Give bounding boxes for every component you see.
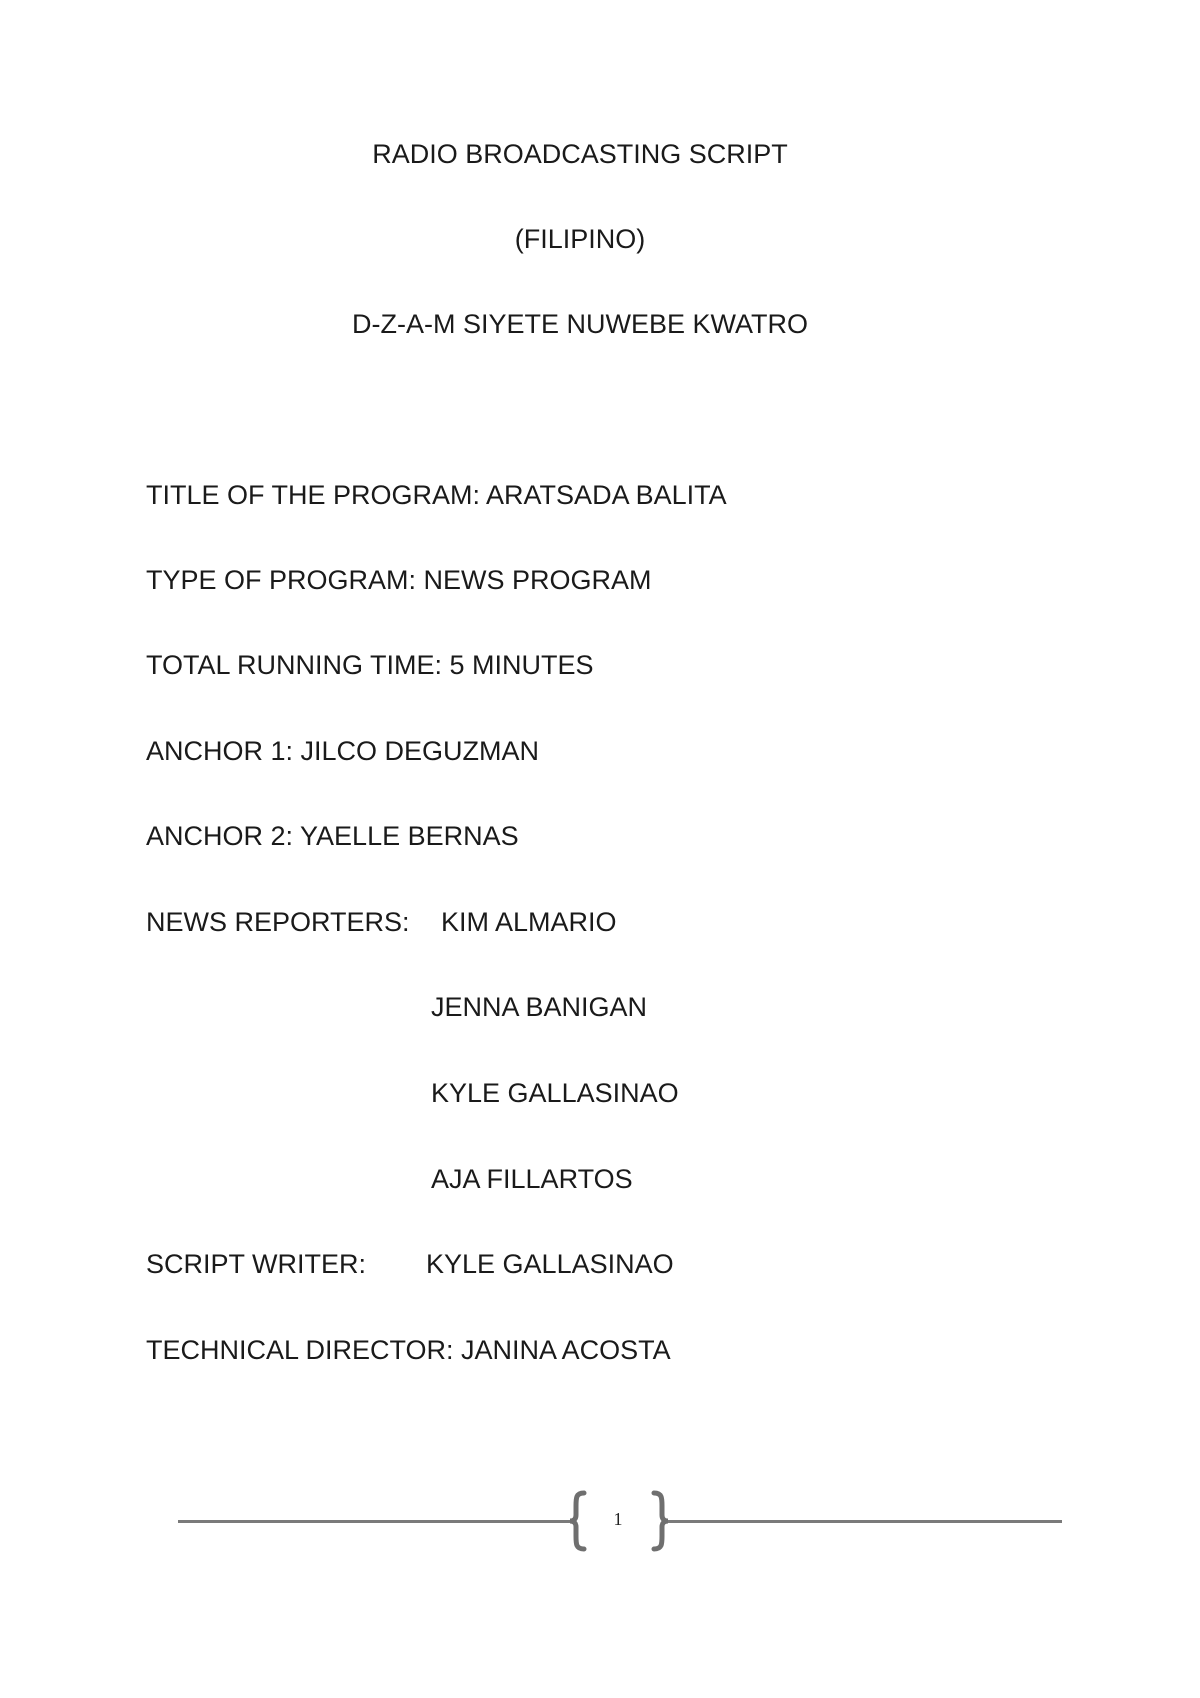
- anchor-2-line: ANCHOR 2: YAELLE BERNAS: [146, 821, 519, 851]
- script-title: RADIO BROADCASTING SCRIPT: [372, 139, 788, 169]
- technical-director-line: TECHNICAL DIRECTOR: JANINA ACOSTA: [146, 1335, 671, 1365]
- news-reporter-item: KIM ALMARIO: [441, 907, 617, 937]
- program-title-line: TITLE OF THE PROGRAM: ARATSADA BALITA: [146, 480, 727, 510]
- footer-rule-right: [668, 1520, 1062, 1523]
- news-reporter-item: AJA FILLARTOS: [431, 1164, 633, 1194]
- news-reporter-item: JENNA BANIGAN: [431, 992, 648, 1022]
- footer-rule-left: [178, 1520, 570, 1523]
- news-reporter-item: KYLE GALLASINAO: [431, 1078, 679, 1108]
- program-type-line: TYPE OF PROGRAM: NEWS PROGRAM: [146, 565, 652, 595]
- anchor-1-line: ANCHOR 1: JILCO DEGUZMAN: [146, 736, 540, 766]
- running-time-line: TOTAL RUNNING TIME: 5 MINUTES: [146, 650, 594, 680]
- script-language: (FILIPINO): [514, 224, 646, 254]
- station-name: D-Z-A-M SIYETE NUWEBE KWATRO: [352, 309, 808, 339]
- page-number: 1: [613, 1509, 623, 1529]
- script-writer-label: SCRIPT WRITER:: [146, 1249, 367, 1279]
- news-reporters-label: NEWS REPORTERS:: [146, 907, 410, 937]
- script-writer-name: KYLE GALLASINAO: [426, 1249, 674, 1279]
- left-brace-icon: [566, 1490, 588, 1552]
